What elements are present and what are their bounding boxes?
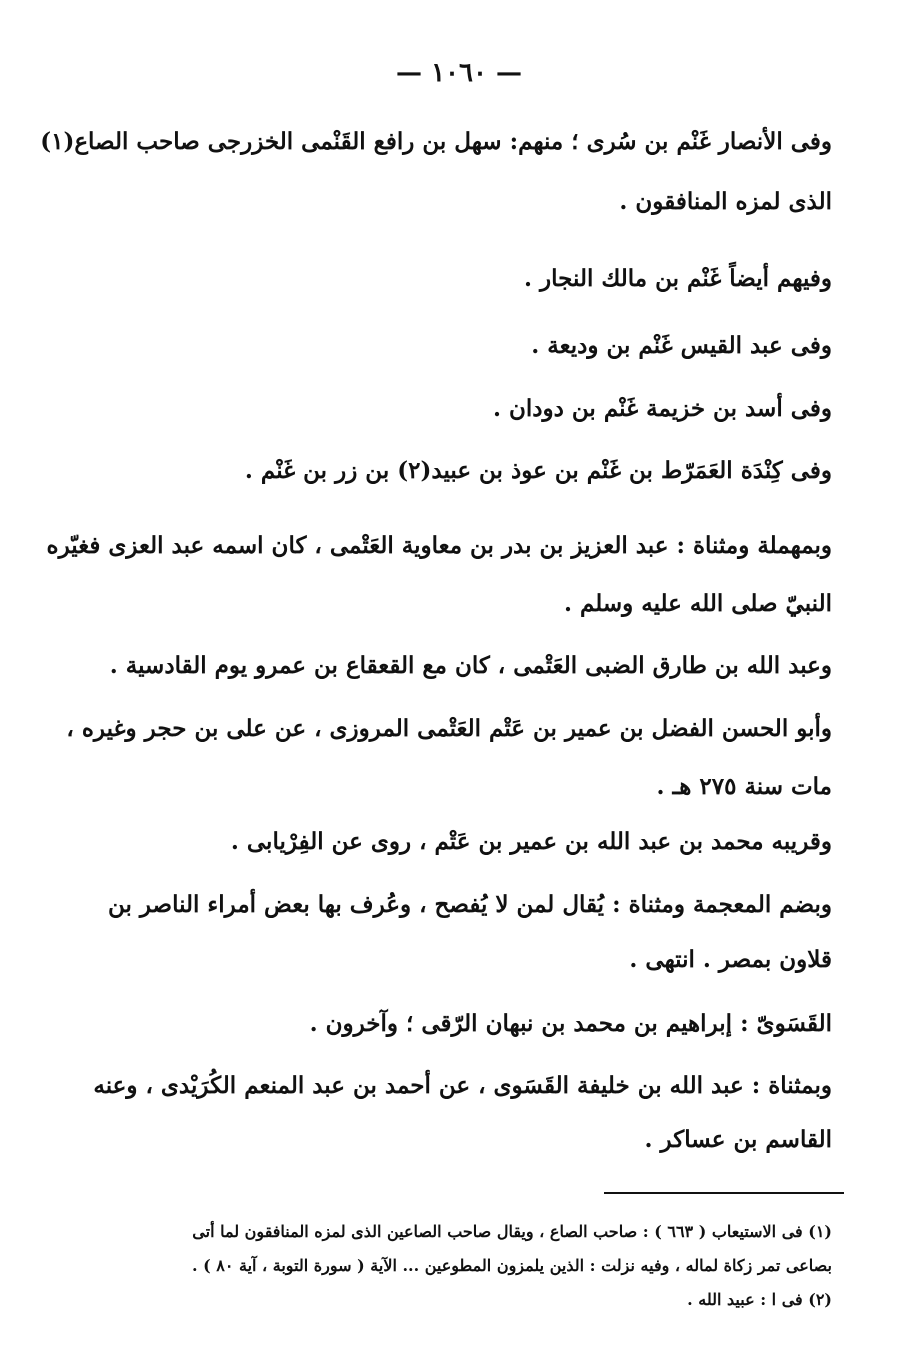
page-number: — ١٠٦٠ — xyxy=(396,58,522,88)
text-line: القاسم بن عساكر . xyxy=(644,1126,832,1153)
text-line: وفى الأنصار غَنْم بن سُرى ؛ منهم: سهل بن رافع القَنْمى الخزرجى صاحب الصاع(١) xyxy=(40,128,832,155)
text-line: وفى أسد بن خزيمة غَنْم بن دودان . xyxy=(493,395,832,422)
text-line: وفى عبد القيس غَنْم بن وديعة . xyxy=(531,332,832,359)
footnote-line: بصاعى تمر زكاة لماله ، وفيه نزلت : الذين يلمزون المطوعين ... الآية ( سورة التوبة ، آية ٨٠ ) . xyxy=(191,1256,832,1275)
footnote-line: (١) فى الاستيعاب ( ٦٦٣ ) : صاحب الصاع ، ويقال صاحب الصاعين الذى لمزه المنافقون لما أتى xyxy=(192,1222,832,1241)
text-line: وقريبه محمد بن عبد الله بن عمير بن عَتْم ، روى عن الفِرْيابى . xyxy=(230,828,832,855)
text-line: وأبو الحسن الفضل بن عمير بن عَتْم العَتْمى المروزى ، عن على بن حجر وغيره ، xyxy=(66,715,832,742)
text-line: النبيّ صلى الله عليه وسلم . xyxy=(563,590,832,617)
text-line: الذى لمزه المنافقون . xyxy=(619,188,832,215)
text-line: وبمهملة ومثناة : عبد العزيز بن بدر بن معاوية العَتْمى ، كان اسمه عبد العزى فغيّره xyxy=(46,532,832,559)
text-line: وفيهم أيضاً غَنْم بن مالك النجار . xyxy=(524,265,832,292)
text-line: مات سنة ٢٧٥ هـ . xyxy=(656,773,832,800)
footnote-line: (٢) فى ا : عبيد الله . xyxy=(687,1290,832,1309)
text-line: قلاون بمصر . انتهى . xyxy=(629,946,832,973)
text-line: وفى كِنْدَة العَمَرّط بن غَنْم بن عوذ بن عبيد(٢) بن زر بن غَنْم . xyxy=(244,457,832,484)
text-line: وبمثناة : عبد الله بن خليفة القَسَوى ، عن أحمد بن عبد المنعم الكُرَيْدى ، وعنه xyxy=(93,1072,832,1099)
text-line: القَسَوىّ : إبراهيم بن محمد بن نبهان الرّقى ؛ وآخرون . xyxy=(309,1010,832,1037)
text-line: وعبد الله بن طارق الضبى العَتْمى ، كان مع القعقاع بن عمرو يوم القادسية . xyxy=(109,652,832,679)
footnote-divider xyxy=(604,1192,844,1194)
text-line: وبضم المعجمة ومثناة : يُقال لمن لا يُفصح ، وعُرف بها بعض أمراء الناصر بن xyxy=(107,891,832,918)
